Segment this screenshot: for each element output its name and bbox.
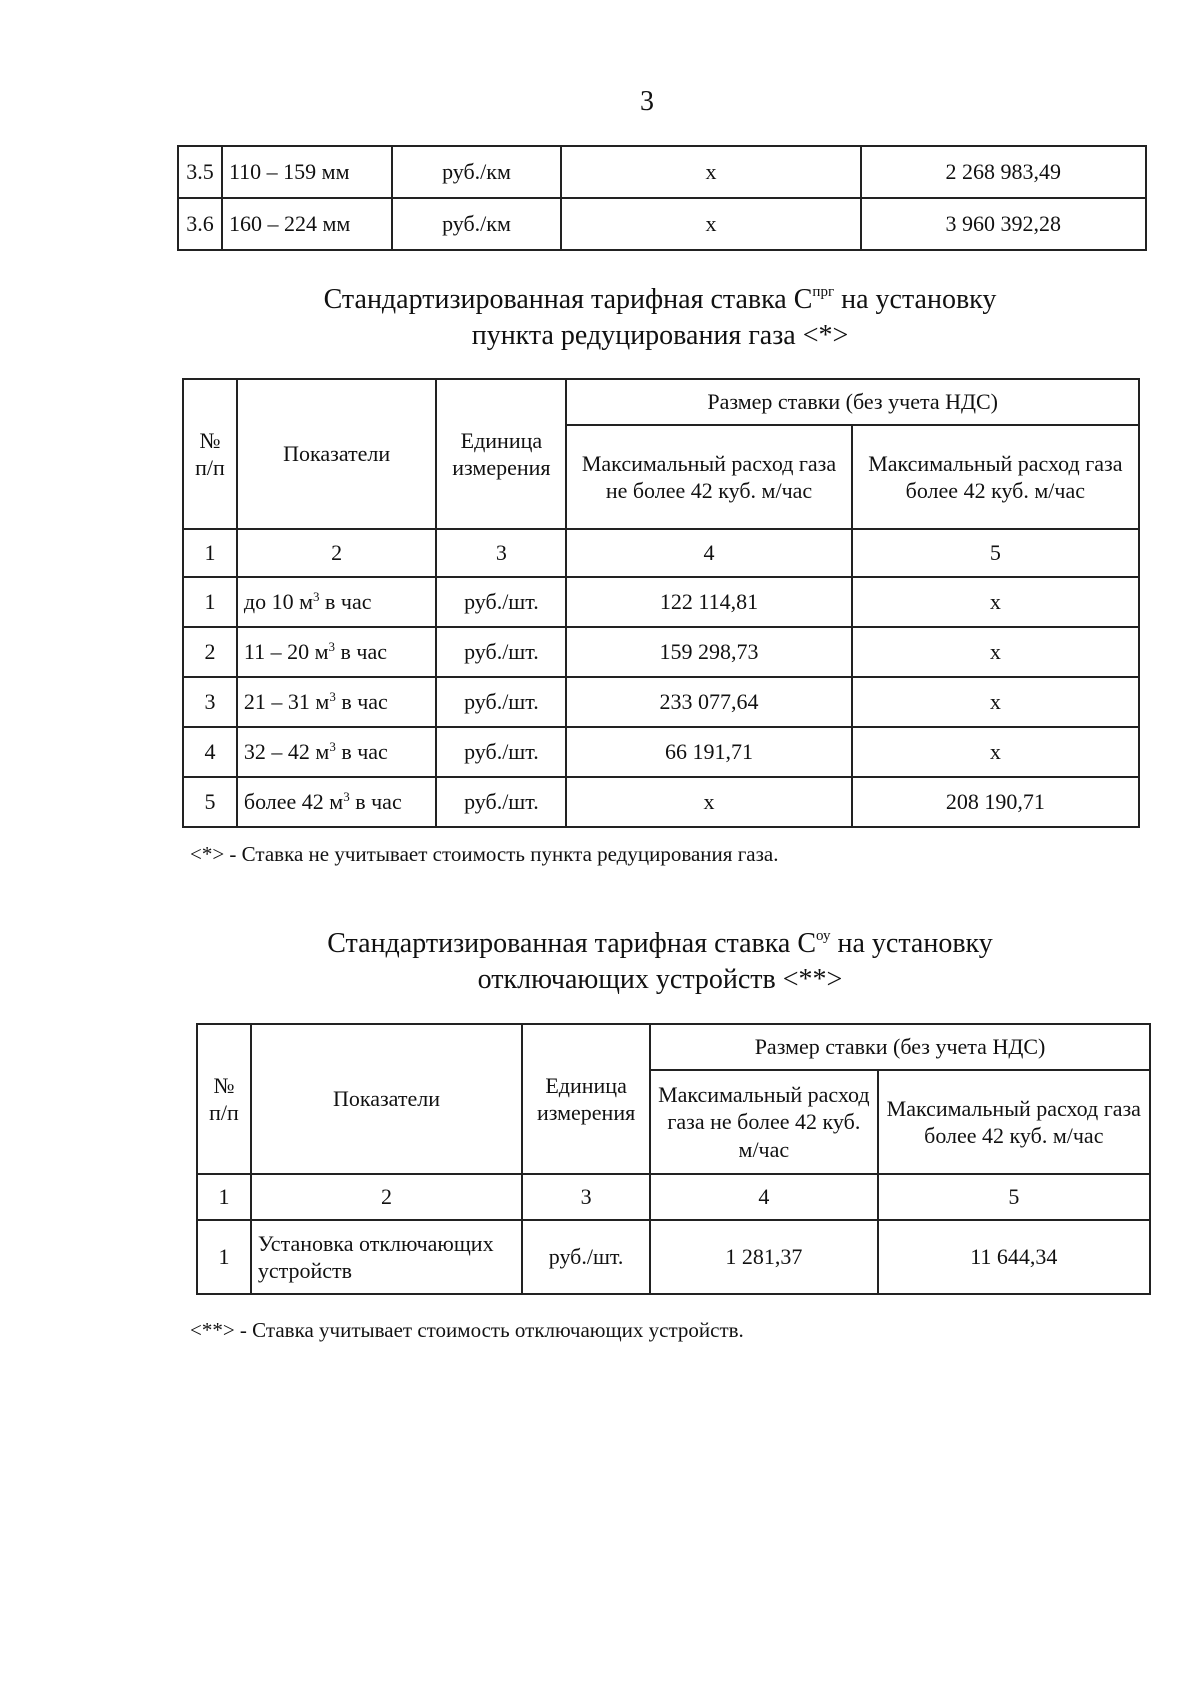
title-text: Стандартизированная тарифная ставка С	[327, 928, 817, 959]
column-number: 2	[251, 1174, 522, 1220]
row-name: 21 – 31 $м^3$ в час	[237, 677, 437, 727]
row-number: 3.5	[178, 146, 222, 198]
row-name: 110 – 159 мм	[222, 146, 392, 198]
column-number: 5	[878, 1174, 1150, 1220]
row-col4: 122 114,81	[566, 577, 851, 627]
row-col5: 11 644,34	[878, 1220, 1150, 1294]
row-number: 1	[197, 1220, 251, 1294]
ou-rate-table	[196, 1023, 1151, 1295]
row-unit: руб./км	[392, 198, 562, 250]
footnote-ou: <**> - Ставка учитывает стоимость отключающих устройств.	[190, 1318, 744, 1342]
row-unit: руб./шт.	[436, 777, 566, 827]
header-rate: Размер ставки (без учета НДС)	[650, 1024, 1150, 1070]
row-name: 11 – 20 $м^3$ в час	[237, 627, 437, 677]
row-col4: 66 191,71	[566, 727, 851, 777]
table-row	[178, 198, 1146, 250]
row-col5: 3 960 392,28	[861, 198, 1146, 250]
table-row	[183, 677, 1139, 727]
row-unit: руб./шт.	[522, 1220, 650, 1294]
row-unit: руб./км	[392, 146, 562, 198]
row-col5: х	[852, 577, 1139, 627]
header-max-gt: Максимальный расход газа более 42 куб. м/час	[852, 425, 1139, 529]
column-number: 3	[522, 1174, 650, 1220]
page-number: 3	[640, 86, 654, 117]
table-row	[197, 1220, 1150, 1294]
row-name: 32 – 42 $м^3$ в час	[237, 727, 437, 777]
row-col5: х	[852, 727, 1139, 777]
row-number: 2	[183, 627, 237, 677]
header-indicators: Показатели	[251, 1024, 522, 1174]
section-prg-title	[180, 282, 1140, 355]
column-number: 2	[237, 529, 437, 577]
title-text: на установку	[834, 284, 997, 315]
prg-rate-table	[182, 378, 1140, 828]
header-unit: Единица измерения	[522, 1024, 650, 1174]
row-col4: 233 077,64	[566, 677, 851, 727]
row-unit: руб./шт.	[436, 677, 566, 727]
row-col5: х	[852, 627, 1139, 677]
row-name: более 42 $м^3$ в час	[237, 777, 437, 827]
row-col4: 1 281,37	[650, 1220, 878, 1294]
row-name: Установка отключающих устройств	[251, 1220, 522, 1294]
row-number: 3	[183, 677, 237, 727]
header-rate: Размер ставки (без учета НДС)	[566, 379, 1139, 425]
title-line2: пункта редуцирования газа <*>	[471, 320, 849, 352]
title-line2: отключающих устройств <**>	[477, 964, 843, 996]
header-num: № п/п	[183, 379, 237, 529]
table-row	[183, 577, 1139, 627]
title-text: Стандартизированная тарифная ставка С	[323, 284, 813, 315]
row-number: 4	[183, 727, 237, 777]
table-row	[178, 146, 1146, 198]
row-unit: руб./шт.	[436, 577, 566, 627]
column-number: 1	[183, 529, 237, 577]
column-number: 4	[566, 529, 851, 577]
table-header-row	[197, 1024, 1150, 1070]
column-numbers-row	[183, 529, 1139, 577]
header-num: № п/п	[197, 1024, 251, 1174]
title-superscript: прг	[812, 284, 835, 300]
footnote-prg: <*> - Ставка не учитывает стоимость пункта редуцирования газа.	[190, 842, 779, 866]
row-col5: х	[852, 677, 1139, 727]
row-col5: 2 268 983,49	[861, 146, 1146, 198]
row-col4: 159 298,73	[566, 627, 851, 677]
section-ou-title	[180, 926, 1140, 999]
column-numbers-row	[197, 1174, 1150, 1220]
header-max-gt: Максимальный расход газа более 42 куб. м/час	[878, 1070, 1150, 1174]
title-text: на установку	[830, 928, 993, 959]
row-unit: руб./шт.	[436, 727, 566, 777]
row-unit: руб./шт.	[436, 627, 566, 677]
row-number: 1	[183, 577, 237, 627]
header-indicators: Показатели	[237, 379, 437, 529]
header-max-le: Максимальный расход газа не более 42 куб. м/час	[566, 425, 851, 529]
table-row	[183, 627, 1139, 677]
row-col4: х	[561, 146, 860, 198]
table-row	[183, 727, 1139, 777]
row-col4: х	[566, 777, 851, 827]
row-name: 160 – 224 мм	[222, 198, 392, 250]
row-col4: х	[561, 198, 860, 250]
column-number: 3	[436, 529, 566, 577]
row-name: до 10 $м^3$ в час	[237, 577, 437, 627]
column-number: 5	[852, 529, 1139, 577]
table-row	[183, 777, 1139, 827]
row-number: 5	[183, 777, 237, 827]
continuation-table	[177, 145, 1147, 251]
row-col5: 208 190,71	[852, 777, 1139, 827]
table-header-row	[183, 379, 1139, 425]
header-max-le: Максимальный расход газа не более 42 куб. м/час	[650, 1070, 878, 1174]
row-number: 3.6	[178, 198, 222, 250]
header-unit: Единица измерения	[436, 379, 566, 529]
column-number: 4	[650, 1174, 878, 1220]
title-superscript: оу	[816, 928, 831, 944]
column-number: 1	[197, 1174, 251, 1220]
